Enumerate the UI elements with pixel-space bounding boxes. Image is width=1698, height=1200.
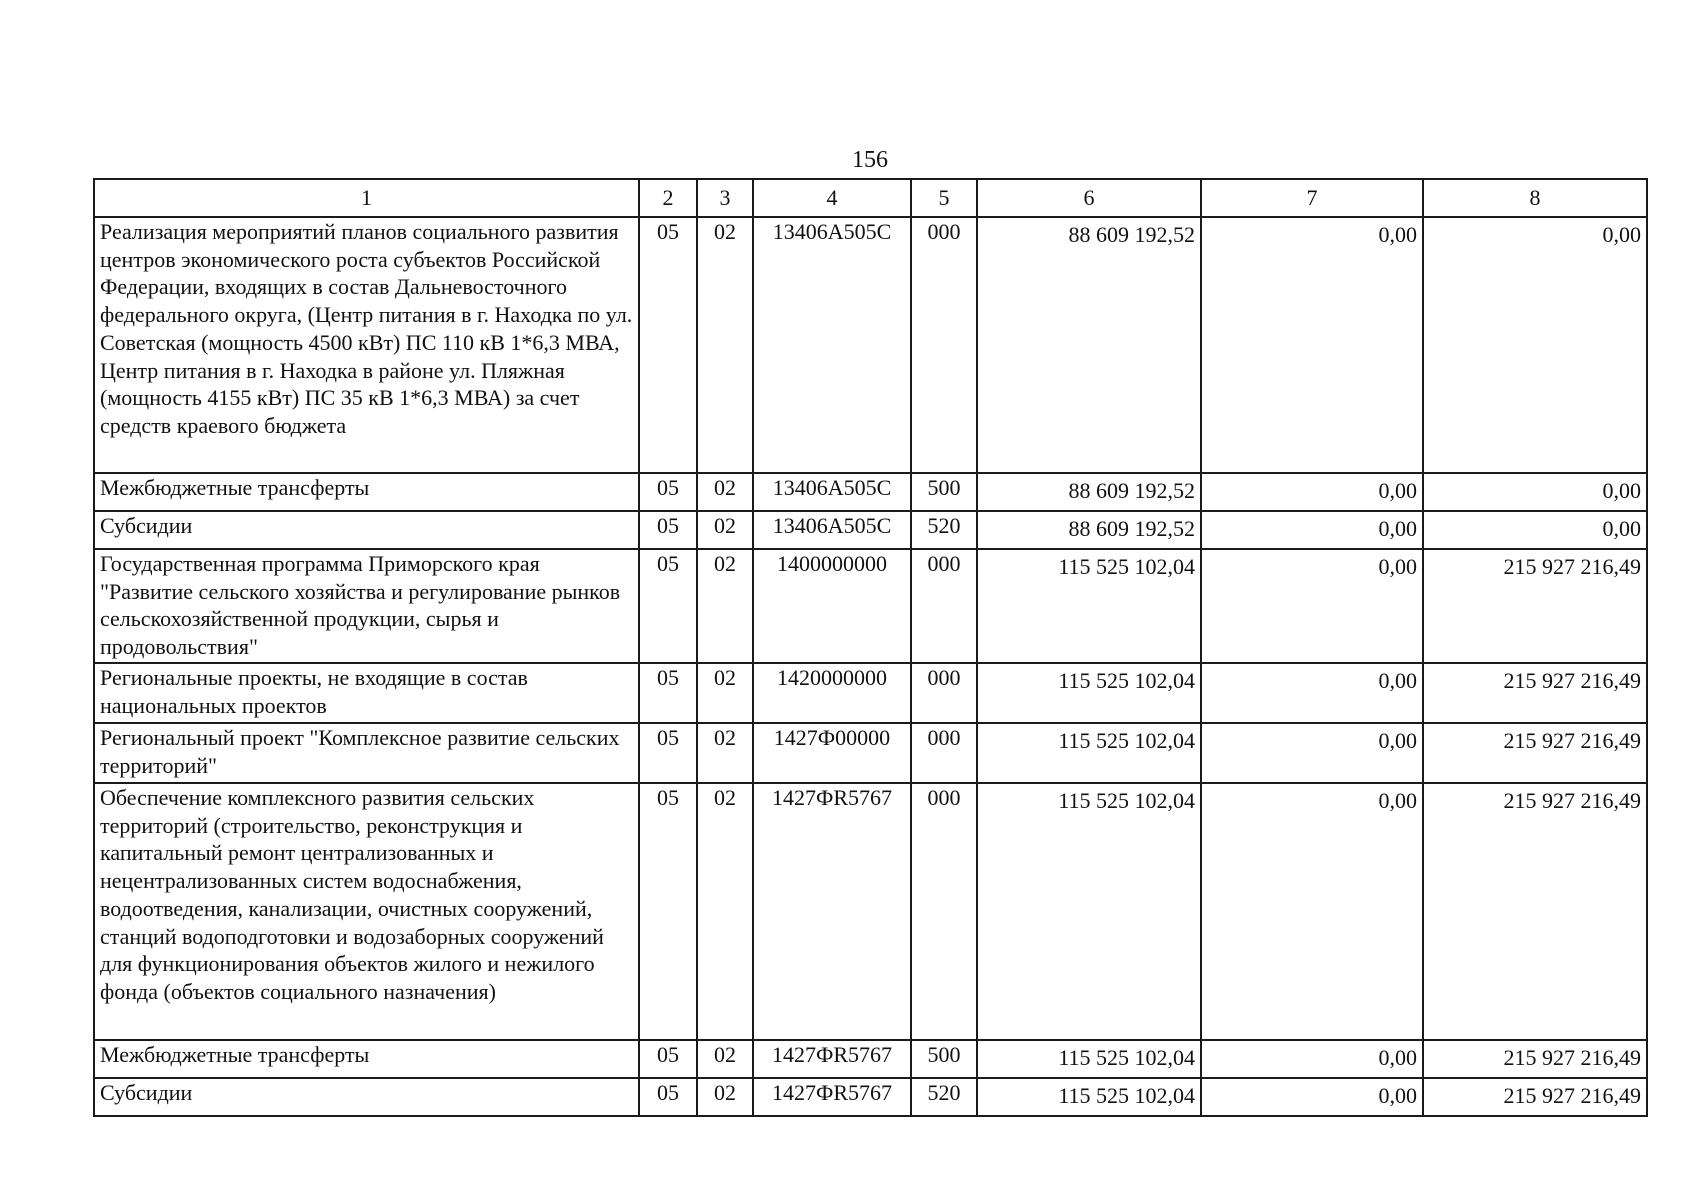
table-row [94, 783, 1647, 1040]
amount-col6-value: 115 525 102,04 [1058, 788, 1195, 813]
row-name-cell: Межбюджетные трансферты [94, 473, 639, 511]
amount-col8-cell [1423, 511, 1647, 549]
column-header: 3 [697, 179, 753, 217]
section-code-cell: 05 [639, 549, 697, 663]
amount-col7-cell [1201, 217, 1423, 473]
column-header: 8 [1423, 179, 1647, 217]
amount-col7-value: 0,00 [1378, 554, 1417, 579]
expense-type-cell: 000 [911, 723, 977, 783]
amount-col7-cell [1201, 1040, 1423, 1078]
column-header: 5 [911, 179, 977, 217]
row-name-cell: Субсидии [94, 511, 639, 549]
amount-col6-cell [977, 473, 1201, 511]
expense-type-cell: 520 [911, 511, 977, 549]
column-header: 4 [753, 179, 911, 217]
section-code-cell: 05 [639, 217, 697, 473]
target-article-cell: 1427ФR5767 [753, 1078, 911, 1116]
section-code-cell: 05 [639, 783, 697, 1040]
amount-col6-cell [977, 663, 1201, 723]
section-code-cell: 05 [639, 1040, 697, 1078]
row-name-cell: Реализация мероприятий планов социального развития центров экономического роста субъектов Российской Федерации, входящих в состав Дальневосточного федерального округа, (Центр питания в г. Находка по ул. Советская (мощность 4500 кВт) ПС 110 кВ 1*6,3 МВА, Центр питания в г. Находка в районе ул. Пляжная (мощность 4155 кВт) ПС 35 кВ 1*6,3 МВА) за счет средств краевого бюджета [94, 217, 639, 473]
row-name-cell: Государственная программа Приморского края "Развитие сельского хозяйства и регулирование рынков сельскохозяйственной продукции, сырья и продовольствия" [94, 549, 639, 663]
target-article-cell: 13406A505C [753, 473, 911, 511]
amount-col8-cell [1423, 1040, 1647, 1078]
amount-col7-cell [1201, 663, 1423, 723]
amount-col8-cell [1423, 663, 1647, 723]
subsection-code-cell: 02 [697, 1040, 753, 1078]
subsection-code-cell: 02 [697, 217, 753, 473]
amount-col7-value: 0,00 [1378, 478, 1417, 503]
column-header: 6 [977, 179, 1201, 217]
row-name-cell: Субсидии [94, 1078, 639, 1116]
table-row [94, 217, 1647, 473]
amount-col7-cell [1201, 783, 1423, 1040]
amount-col6-cell [977, 511, 1201, 549]
target-article-cell: 1427Ф00000 [753, 723, 911, 783]
table-row [94, 473, 1647, 511]
row-name-cell: Региональный проект "Комплексное развитие сельских территорий" [94, 723, 639, 783]
header-row [94, 179, 1647, 217]
expense-type-cell: 520 [911, 1078, 977, 1116]
column-header: 1 [94, 179, 639, 217]
amount-col6-cell [977, 1078, 1201, 1116]
amount-col8-cell [1423, 723, 1647, 783]
table-row [94, 549, 1647, 663]
amount-col8-value: 0,00 [1602, 222, 1641, 247]
subsection-code-cell: 02 [697, 1078, 753, 1116]
amount-col7-value: 0,00 [1378, 222, 1417, 247]
section-code-cell: 05 [639, 511, 697, 549]
amount-col7-cell [1201, 1078, 1423, 1116]
expense-type-cell: 500 [911, 473, 977, 511]
amount-col6-value: 115 525 102,04 [1058, 668, 1195, 693]
table-row [94, 663, 1647, 723]
amount-col7-value: 0,00 [1378, 788, 1417, 813]
amount-col7-value: 0,00 [1378, 728, 1417, 753]
expense-type-cell: 500 [911, 1040, 977, 1078]
amount-col6-value: 88 609 192,52 [1068, 222, 1195, 247]
amount-col6-cell [977, 1040, 1201, 1078]
amount-col6-cell [977, 549, 1201, 663]
expense-type-cell: 000 [911, 783, 977, 1040]
amount-col7-value: 0,00 [1378, 1045, 1417, 1070]
section-code-cell: 05 [639, 1078, 697, 1116]
target-article-cell: 1427ФR5767 [753, 783, 911, 1040]
subsection-code-cell: 02 [697, 783, 753, 1040]
amount-col6-value: 88 609 192,52 [1068, 478, 1195, 503]
subsection-code-cell: 02 [697, 723, 753, 783]
amount-col6-value: 88 609 192,52 [1068, 516, 1195, 541]
amount-col8-value: 0,00 [1602, 478, 1641, 503]
amount-col8-cell [1423, 473, 1647, 511]
column-header: 7 [1201, 179, 1423, 217]
amount-col7-cell [1201, 723, 1423, 783]
amount-col8-value: 215 927 216,49 [1503, 668, 1641, 693]
amount-col8-value: 215 927 216,49 [1503, 728, 1641, 753]
section-code-cell: 05 [639, 473, 697, 511]
amount-col8-value: 0,00 [1602, 516, 1641, 541]
amount-col8-value: 215 927 216,49 [1503, 554, 1641, 579]
table-row [94, 1078, 1647, 1116]
amount-col8-value: 215 927 216,49 [1503, 1045, 1641, 1070]
section-code-cell: 05 [639, 723, 697, 783]
column-header: 2 [639, 179, 697, 217]
amount-col7-cell [1201, 473, 1423, 511]
amount-col7-value: 0,00 [1378, 668, 1417, 693]
amount-col6-cell [977, 217, 1201, 473]
subsection-code-cell: 02 [697, 549, 753, 663]
amount-col8-cell [1423, 1078, 1647, 1116]
amount-col8-cell [1423, 783, 1647, 1040]
amount-col6-value: 115 525 102,04 [1058, 728, 1195, 753]
expense-type-cell: 000 [911, 217, 977, 473]
target-article-cell: 1420000000 [753, 663, 911, 723]
subsection-code-cell: 02 [697, 473, 753, 511]
table-row [94, 1040, 1647, 1078]
amount-col7-cell [1201, 549, 1423, 663]
expense-type-cell: 000 [911, 663, 977, 723]
table-row [94, 723, 1647, 783]
amount-col8-cell [1423, 217, 1647, 473]
amount-col8-value: 215 927 216,49 [1503, 1083, 1641, 1108]
amount-col6-cell [977, 723, 1201, 783]
section-code-cell: 05 [639, 663, 697, 723]
amount-col6-value: 115 525 102,04 [1058, 1045, 1195, 1070]
amount-col7-value: 0,00 [1378, 1083, 1417, 1108]
amount-col8-cell [1423, 549, 1647, 663]
target-article-cell: 13406A505C [753, 511, 911, 549]
amount-col6-cell [977, 783, 1201, 1040]
page-number: 156 [852, 147, 888, 173]
amount-col8-value: 215 927 216,49 [1503, 788, 1641, 813]
amount-col6-value: 115 525 102,04 [1058, 554, 1195, 579]
row-name-cell: Обеспечение комплексного развития сельских территорий (строительство, реконструкция и капитальный ремонт централизованных и нецентрализованных систем водоснабжения, водоотведения, канализации, очистных сооружений, станций водоподготовки и водозаборных сооружений для функционирования объектов жилого и нежилого фонда (объектов социального назначения) [94, 783, 639, 1040]
amount-col7-value: 0,00 [1378, 516, 1417, 541]
expense-type-cell: 000 [911, 549, 977, 663]
amount-col6-value: 115 525 102,04 [1058, 1083, 1195, 1108]
target-article-cell: 13406A505C [753, 217, 911, 473]
target-article-cell: 1400000000 [753, 549, 911, 663]
subsection-code-cell: 02 [697, 511, 753, 549]
subsection-code-cell: 02 [697, 663, 753, 723]
budget-table [93, 178, 1648, 1117]
amount-col7-cell [1201, 511, 1423, 549]
row-name-cell: Межбюджетные трансферты [94, 1040, 639, 1078]
target-article-cell: 1427ФR5767 [753, 1040, 911, 1078]
row-name-cell: Региональные проекты, не входящие в состав национальных проектов [94, 663, 639, 723]
table-row [94, 511, 1647, 549]
